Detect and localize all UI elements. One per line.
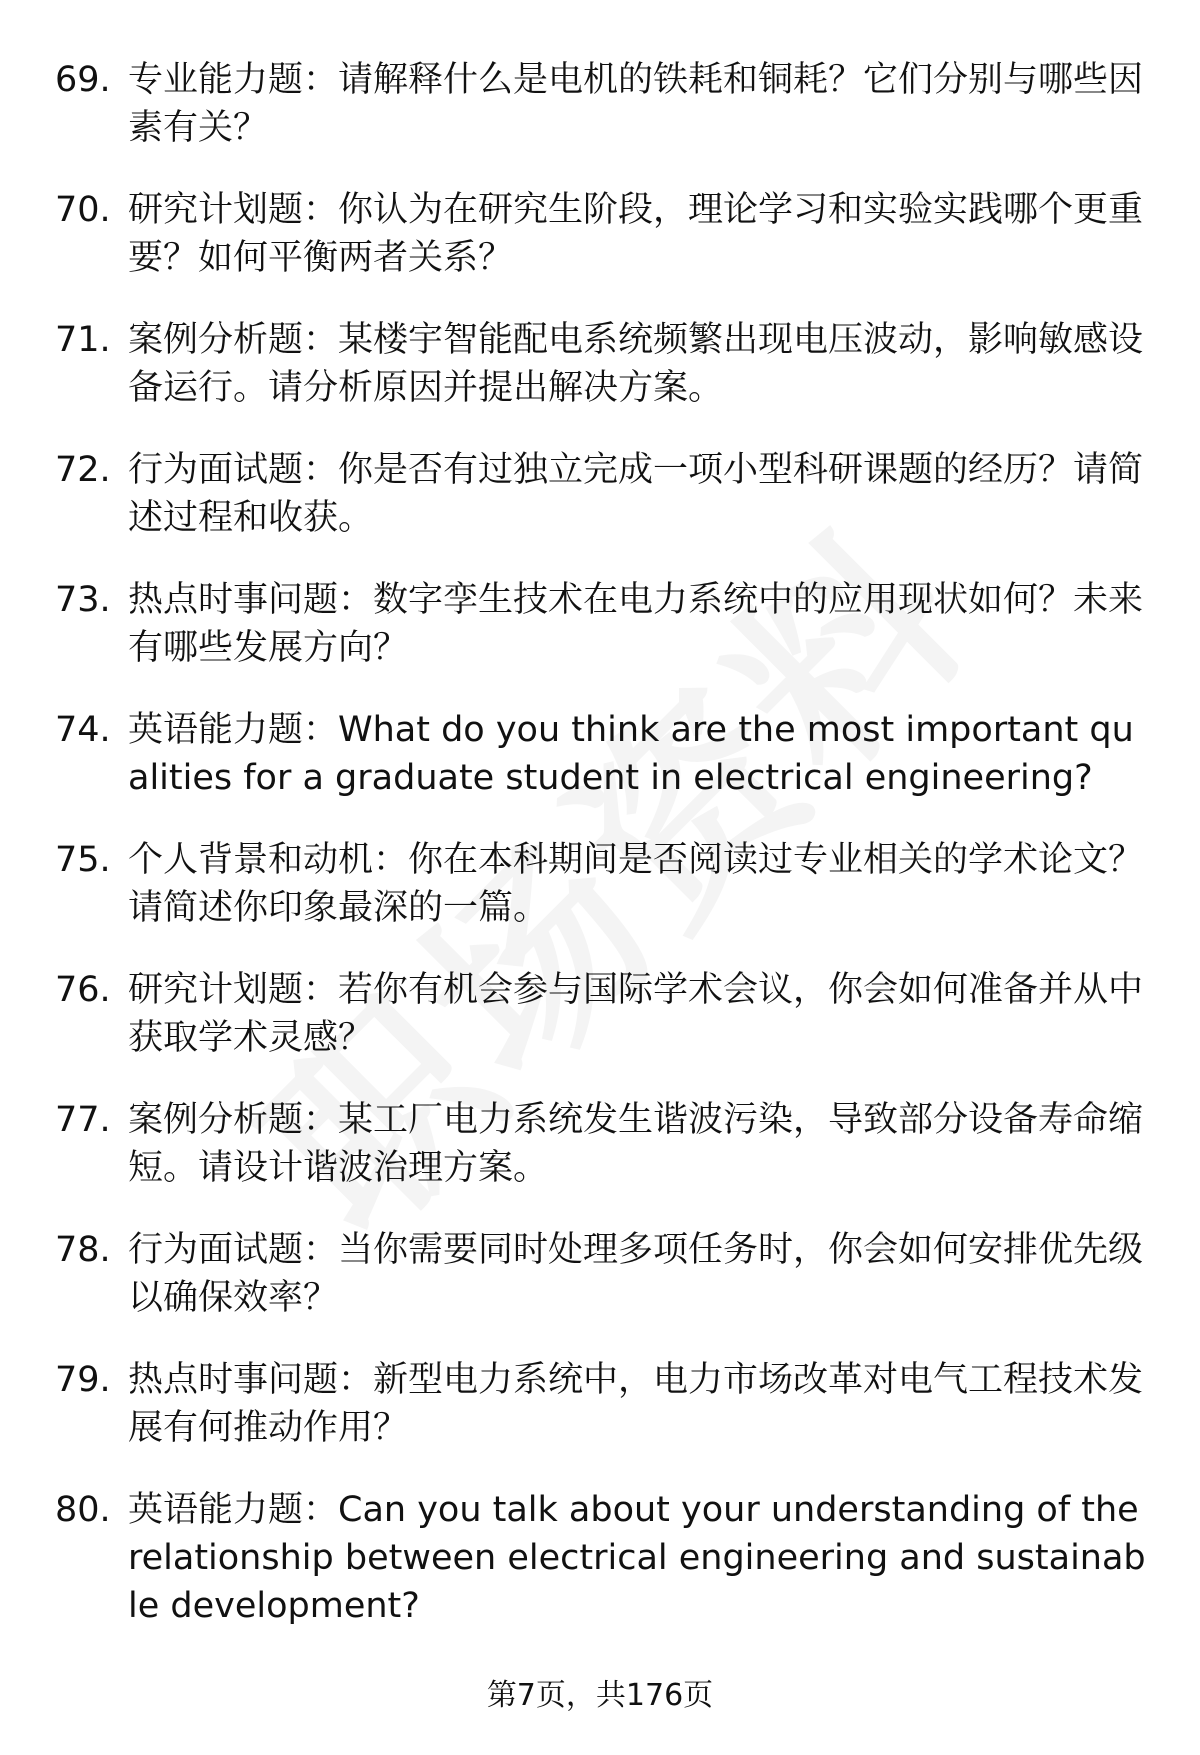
question-item [0,56,1200,152]
question-item [0,836,1200,932]
question-number: 74. [55,710,111,750]
question-number: 80. [55,1490,111,1530]
question-number: 75. [55,840,111,880]
question-number: 78. [55,1230,111,1270]
question-item [0,576,1200,672]
question-number: 79. [55,1360,111,1400]
question-number: 77. [55,1100,111,1140]
question-text: 研究计划题：若你有机会参与国际学术会议，你会如何准备并从中获取学术灵感？ [128,970,1144,1058]
question-item [0,1356,1200,1452]
question-item [0,186,1200,282]
page-footer: 第7页，共176页 [486,1678,714,1713]
question-number: 71. [55,320,111,360]
question-text: 案例分析题：某楼宇智能配电系统频繁出现电压波动，影响敏感设备运行。请分析原因并提出解决方案。 [128,320,1144,408]
question-text: 英语能力题：Can you talk about your understanding of the relationship between electrical engineering and sustainable development? [128,1490,1146,1626]
question-number: 72. [55,450,111,490]
question-item [0,706,1200,802]
question-number: 76. [55,970,111,1010]
question-text: 热点时事问题：新型电力系统中，电力市场改革对电气工程技术发展有何推动作用？ [128,1360,1144,1448]
question-text: 个人背景和动机：你在本科期间是否阅读过专业相关的学术论文？请简述你印象最深的一篇。 [128,840,1144,928]
question-text: 专业能力题：请解释什么是电机的铁耗和铜耗？它们分别与哪些因素有关？ [128,60,1144,148]
question-item [0,1486,1200,1630]
question-text: 英语能力题：What do you think are the most important qualities for a graduate student in electrical engineering? [128,710,1134,798]
question-text: 研究计划题：你认为在研究生阶段，理论学习和实验实践哪个更重要？如何平衡两者关系？ [128,190,1144,278]
question-item [0,316,1200,412]
question-list [0,56,1200,1664]
question-item [0,1226,1200,1322]
question-text: 案例分析题：某工厂电力系统发生谐波污染，导致部分设备寿命缩短。请设计谐波治理方案。 [128,1100,1144,1188]
question-text: 行为面试题：你是否有过独立完成一项小型科研课题的经历？请简述过程和收获。 [128,450,1144,538]
question-number: 73. [55,580,111,620]
question-item [0,966,1200,1062]
question-number: 69. [55,60,111,100]
question-text: 热点时事问题：数字孪生技术在电力系统中的应用现状如何？未来有哪些发展方向？ [128,580,1144,668]
question-item [0,1096,1200,1192]
question-text: 行为面试题：当你需要同时处理多项任务时，你会如何安排优先级以确保效率？ [128,1230,1144,1318]
question-item [0,446,1200,542]
question-number: 70. [55,190,111,230]
